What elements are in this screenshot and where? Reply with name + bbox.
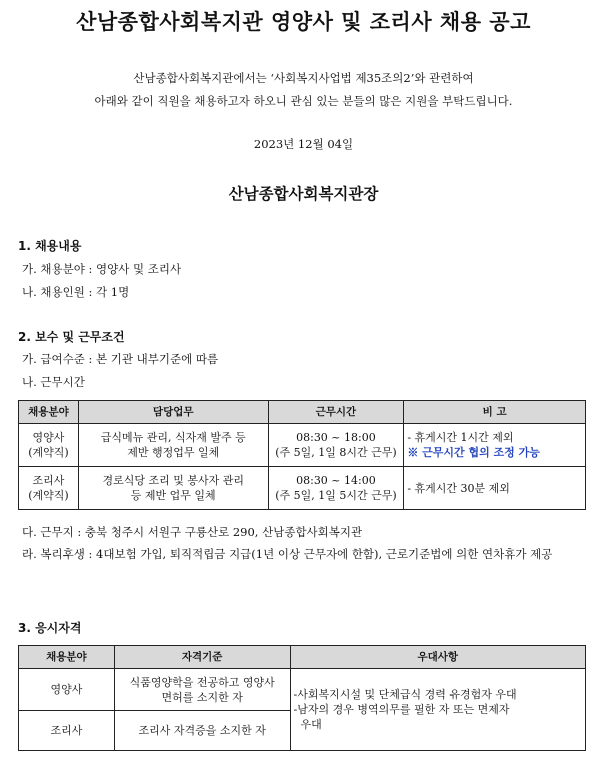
duty-line: 경로식당 조리 및 봉사자 관리 bbox=[102, 474, 244, 487]
note-emphasis: ※ 근무시간 협의 조정 가능 bbox=[407, 446, 540, 459]
hours-line: (주 5일, 1일 8시간 근무) bbox=[275, 446, 397, 459]
intro-line-1: 산남종합사회복지관에서는 ‘사회복지사업법 제35조의2’와 관련하여 bbox=[133, 71, 474, 85]
table-row bbox=[19, 467, 586, 510]
header-field: 채용분야 bbox=[19, 646, 115, 669]
section-2-item-a: 가. 급여수준 : 본 기관 내부기준에 따름 bbox=[22, 352, 219, 366]
note-line: - 휴게시간 30분 제외 bbox=[407, 481, 510, 495]
preference-line: -남자의 경우 병역의무를 필한 자 또는 면제자 bbox=[293, 703, 510, 716]
section-3-heading: 3. 응시자격 bbox=[18, 621, 82, 635]
table-header-row bbox=[19, 401, 586, 424]
duty-line: 등 제반 업무 일체 bbox=[130, 489, 216, 502]
header-duty: 담당업무 bbox=[78, 401, 268, 424]
duty-line: 급식메뉴 관리, 식자재 발주 등 bbox=[100, 431, 246, 444]
note-cell bbox=[404, 424, 586, 467]
field-name: 영양사 bbox=[32, 431, 65, 444]
hours-line: 08:30 ~ 14:00 bbox=[296, 474, 376, 487]
notice-date: 2023년 12월 04일 bbox=[253, 137, 354, 151]
section-1-heading: 1. 채용내용 bbox=[18, 239, 82, 253]
field-cell: 영양사 bbox=[19, 669, 115, 711]
field-cell bbox=[19, 467, 79, 510]
duty-cell bbox=[78, 467, 268, 510]
section-1-item-b: 나. 채용인원 : 각 1명 bbox=[22, 285, 130, 299]
hours-line: 08:30 ~ 18:00 bbox=[296, 431, 376, 444]
criteria-cell bbox=[114, 669, 290, 711]
preference-cell bbox=[290, 669, 586, 751]
header-hours: 근무시간 bbox=[268, 401, 404, 424]
section-1-item-a: 가. 채용분야 : 영양사 및 조리사 bbox=[22, 262, 182, 276]
qualifications-table bbox=[18, 645, 586, 751]
intro-line-2: 아래와 같이 직원을 채용하고자 하오니 관심 있는 분들의 많은 지원을 부탁드립니다. bbox=[94, 94, 513, 108]
table-row bbox=[19, 424, 586, 467]
page-title: 산남종합사회복지관 영양사 및 조리사 채용 공고 bbox=[76, 10, 531, 34]
duty-cell bbox=[78, 424, 268, 467]
hours-cell bbox=[268, 467, 404, 510]
header-field: 채용분야 bbox=[19, 401, 79, 424]
note-line: - 휴게시간 1시간 제외 bbox=[407, 431, 514, 444]
field-cell bbox=[19, 424, 79, 467]
organization-head: 산남종합사회복지관장 bbox=[228, 184, 379, 203]
section-2-item-c: 다. 근무지 : 충북 청주시 서원구 구룡산로 290, 산남종합사회복지관 bbox=[22, 525, 363, 539]
work-conditions-table bbox=[18, 400, 586, 510]
employment-type: (계약직) bbox=[28, 446, 69, 459]
criteria-cell: 조리사 자격증을 소지한 자 bbox=[114, 711, 290, 751]
preference-line: 우대 bbox=[293, 718, 322, 731]
section-2-item-b: 나. 근무시간 bbox=[22, 375, 85, 389]
table-header-row bbox=[19, 646, 586, 669]
hours-cell bbox=[268, 424, 404, 467]
preference-line: -사회복지시설 및 단체급식 경력 유경험자 우대 bbox=[293, 688, 517, 701]
duty-line: 제반 행정업무 일체 bbox=[127, 446, 220, 459]
header-preference: 우대사항 bbox=[290, 646, 586, 669]
table-row bbox=[19, 669, 586, 711]
hours-line: (주 5일, 1일 5시간 근무) bbox=[275, 489, 397, 502]
field-name: 조리사 bbox=[32, 474, 65, 487]
header-criteria: 자격기준 bbox=[114, 646, 290, 669]
criteria-line: 면허를 소지한 자 bbox=[161, 690, 243, 704]
note-cell bbox=[404, 467, 586, 510]
employment-type: (계약직) bbox=[28, 489, 69, 502]
section-2-heading: 2. 보수 및 근무조건 bbox=[18, 330, 125, 344]
criteria-line: 식품영양학을 전공하고 영양사 bbox=[129, 675, 275, 689]
section-2-item-d: 라. 복리후생 : 4대보험 가입, 퇴직적립금 지급(1년 이상 근무자에 한함), 근로기준법에 의한 연차휴가 제공 bbox=[22, 547, 553, 561]
header-note: 비 고 bbox=[404, 401, 586, 424]
field-cell: 조리사 bbox=[19, 711, 115, 751]
